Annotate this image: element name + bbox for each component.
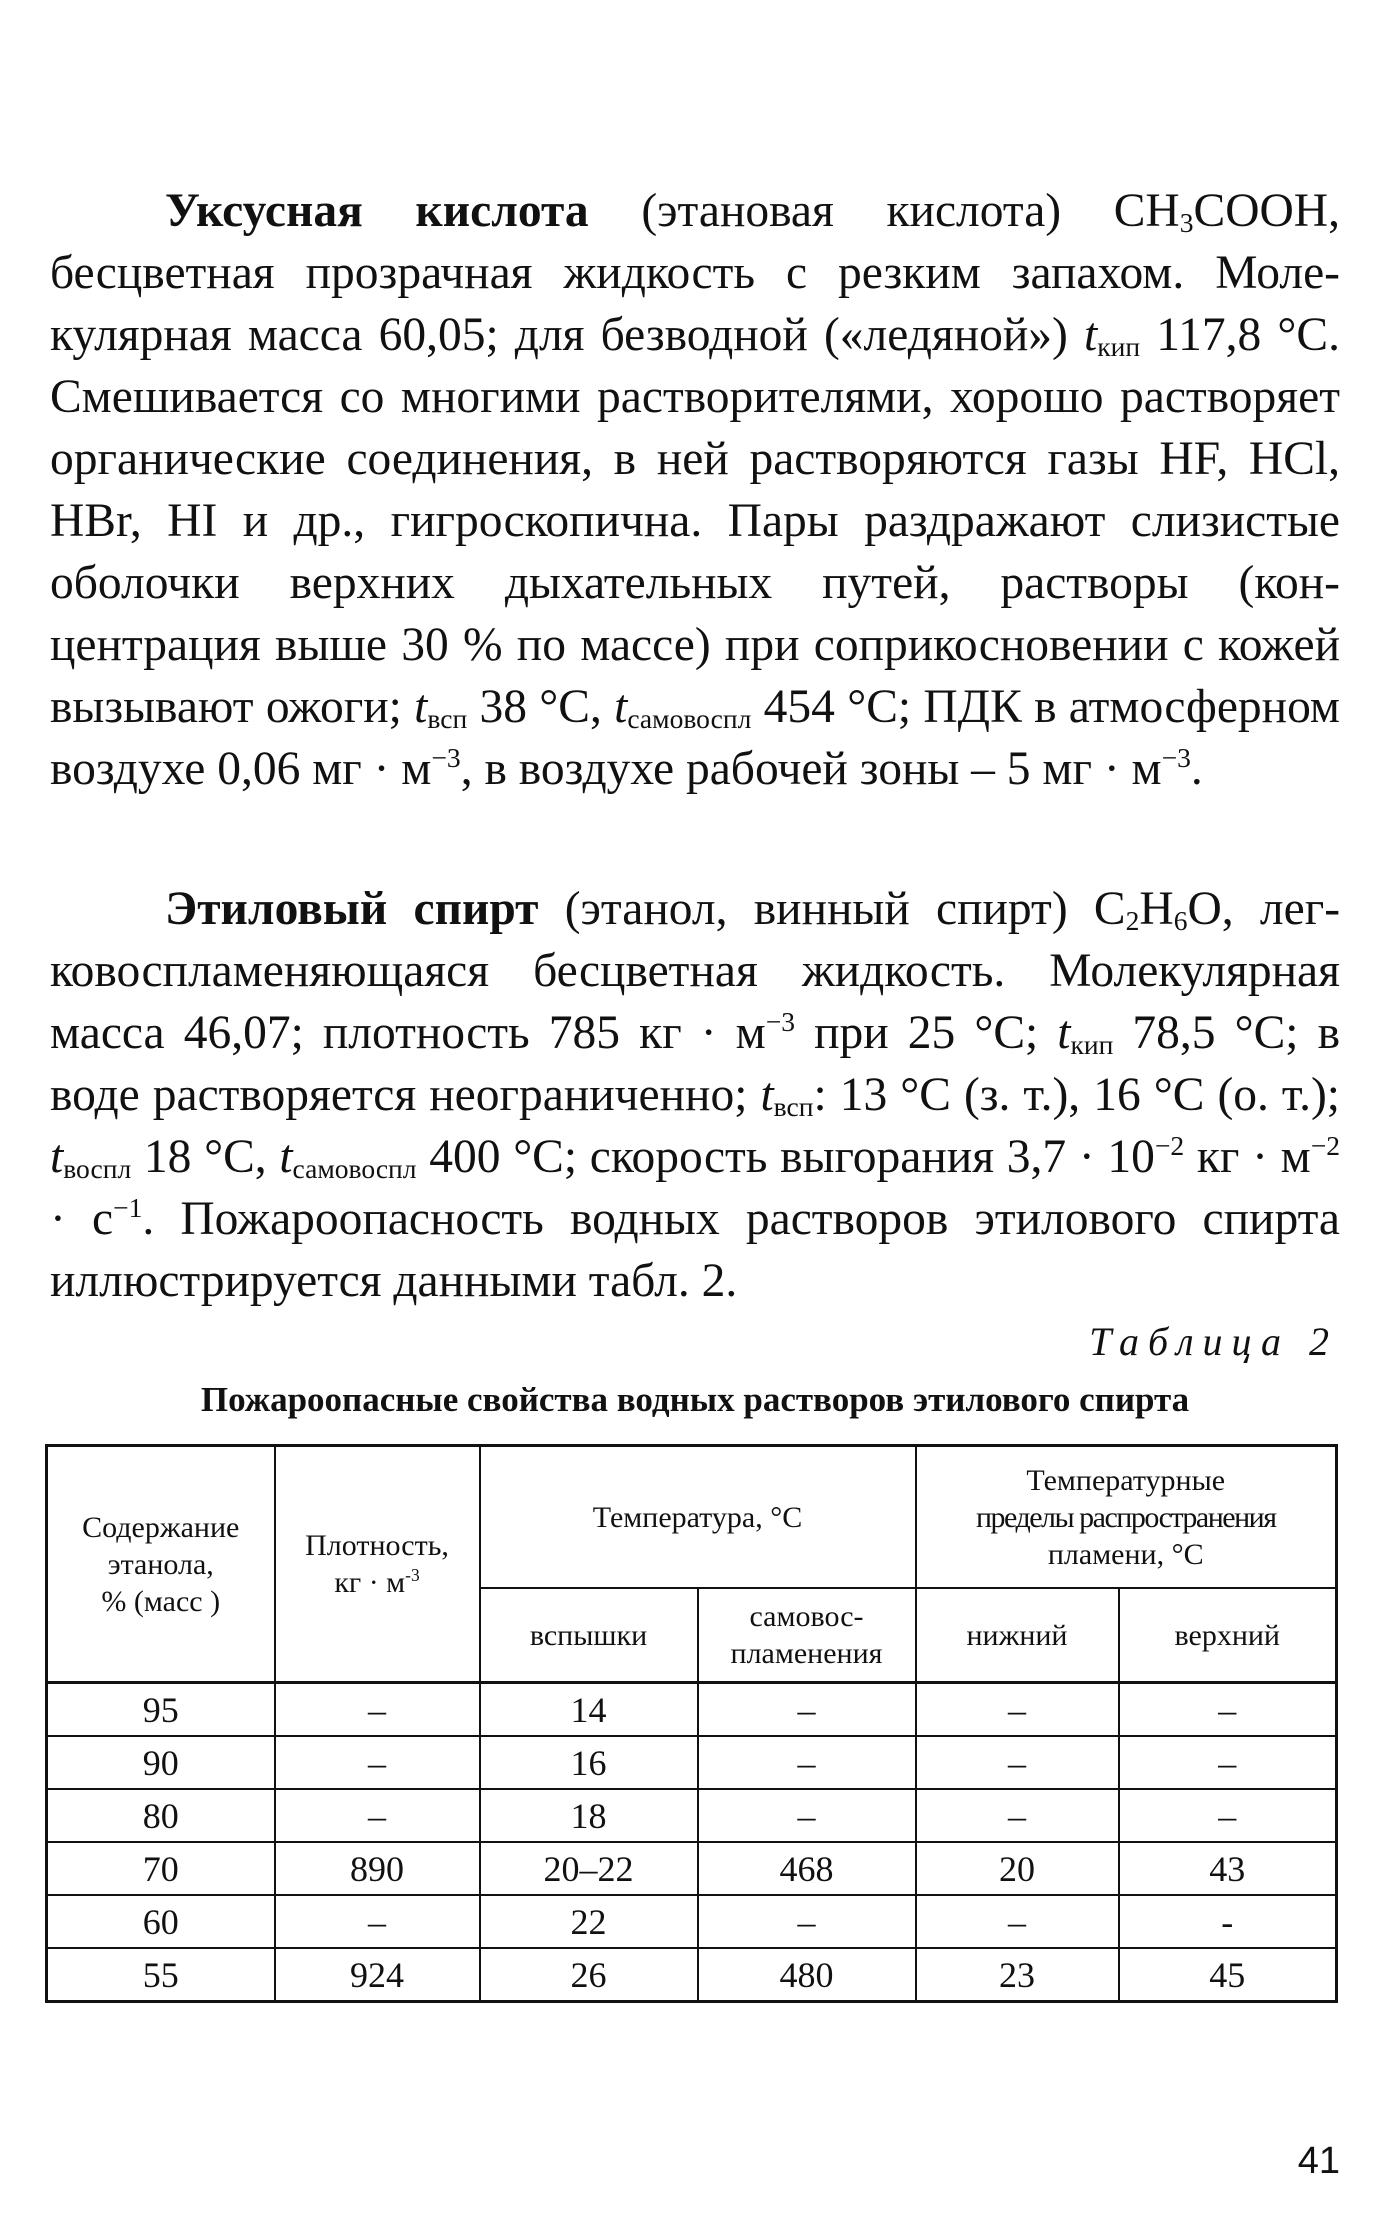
cell-content: 60: [47, 1895, 275, 1948]
cell-autoignition: –: [698, 1683, 916, 1737]
table-title: Пожароопасные свойства водных растворов этилового спирта: [200, 1380, 1190, 1419]
cell-lower: –: [916, 1683, 1119, 1737]
cell-content: 55: [47, 1948, 275, 2002]
header-autoignition: самовос- пламенения: [698, 1588, 916, 1683]
cell-autoignition: 480: [698, 1948, 916, 2002]
cell-autoignition: –: [698, 1789, 916, 1842]
cell-content: 80: [47, 1789, 275, 1842]
header-flash: вспышки: [480, 1588, 698, 1683]
table-row: [47, 1789, 1337, 1842]
term-acetic-acid: Уксусная кислота: [165, 185, 589, 237]
table-row: [47, 1736, 1337, 1789]
cell-flash: 14: [480, 1683, 698, 1737]
cell-content: 95: [47, 1683, 275, 1737]
ethanol-fire-properties-table: [45, 1444, 1338, 2003]
cell-density: 890: [275, 1842, 480, 1895]
page-number: 41: [1297, 2140, 1340, 2182]
cell-upper: –: [1119, 1736, 1337, 1789]
cell-density: –: [275, 1895, 480, 1948]
cell-upper: -: [1119, 1895, 1337, 1948]
table-row: [47, 1842, 1337, 1895]
table-number-label: Таблица 2: [1089, 1319, 1338, 1364]
cell-density: –: [275, 1789, 480, 1842]
cell-density: –: [275, 1683, 480, 1737]
cell-flash: 22: [480, 1895, 698, 1948]
cell-upper: –: [1119, 1683, 1337, 1737]
term-ethyl-alcohol: Этиловый спирт: [165, 883, 539, 935]
cell-flash: 20–22: [480, 1842, 698, 1895]
header-upper-limit: верхний: [1119, 1588, 1337, 1683]
cell-density: –: [275, 1736, 480, 1789]
cell-flash: 26: [480, 1948, 698, 2002]
cell-lower: –: [916, 1736, 1119, 1789]
table-row: [47, 1683, 1337, 1737]
cell-upper: 43: [1119, 1842, 1337, 1895]
header-ethanol-content: Содержание этанола, % (масс ): [47, 1446, 275, 1683]
header-flame-limits: Температурные пределы распространения пламени, °С: [916, 1446, 1337, 1589]
cell-autoignition: 468: [698, 1842, 916, 1895]
cell-lower: 20: [916, 1842, 1119, 1895]
cell-lower: –: [916, 1789, 1119, 1842]
table-row: [47, 1948, 1337, 2002]
header-lower-limit: нижний: [916, 1588, 1119, 1683]
header-density: Плотность, кг · $м^{-3}$: [275, 1446, 480, 1683]
cell-density: 924: [275, 1948, 480, 2002]
paragraph-acetic-acid: Уксусная кислота (этановая кислота) $CH_3COOH$, бесцветная прозрачная жидкость с резким запахом. Молекулярная масса 60,05; для безводной («ледяной») $t_{кип}$ 117,8 °С. Смешивается со многими растворителями, хорошо растворяет органические соединения, в ней растворяются газы HF, HCl, HBr, HI и др., гигроскопична. Пары раздражают слизистые оболочки верхних дыхательных путей, растворы (концентрация выше 30 % по массе) при соприкосновении с кожей вызывают ожоги; $t_{всп}$ 38 °С, $t_{самовоспл}$ 454 °С; ПДК в атмосферном воздухе 0,06 мг · $м^{-3}$, в воздухе рабочей зоны – 5 мг · $м^{-3}$.: [50, 185, 1340, 795]
cell-lower: –: [916, 1895, 1119, 1948]
paragraph-ethyl-alcohol: Этиловый спирт (этанол, винный спирт) $C_2H_6O$, легковоспламеняющаяся бесцветная жидкость. Молекулярная масса 46,07; плотность 785 кг · $м^{-3}$ при 25 °С; $t_{кип}$ 78,5 °С; в воде растворяется неограниченно; $t_{всп}$: 13 °С (з. т.), 16 °С (о. т.); $t_{воспл}$ 18 °С, $t_{самовоспл}$ 400 °С; скорость выгорания $3,7 \cdot 10^{-2}$ кг · $м^{-2} \cdot с^{-1}$. Пожароопасность водных растворов этилового спирта иллюстрируется данными табл. 2.: [50, 883, 1341, 1307]
table-row: [47, 1895, 1337, 1948]
cell-content: 90: [47, 1736, 275, 1789]
cell-flash: 18: [480, 1789, 698, 1842]
cell-upper: 45: [1119, 1948, 1337, 2002]
header-temperature: Температура, °С: [480, 1446, 916, 1589]
cell-content: 70: [47, 1842, 275, 1895]
cell-autoignition: –: [698, 1736, 916, 1789]
cell-autoignition: –: [698, 1895, 916, 1948]
cell-lower: 23: [916, 1948, 1119, 2002]
cell-upper: –: [1119, 1789, 1337, 1842]
cell-flash: 16: [480, 1736, 698, 1789]
